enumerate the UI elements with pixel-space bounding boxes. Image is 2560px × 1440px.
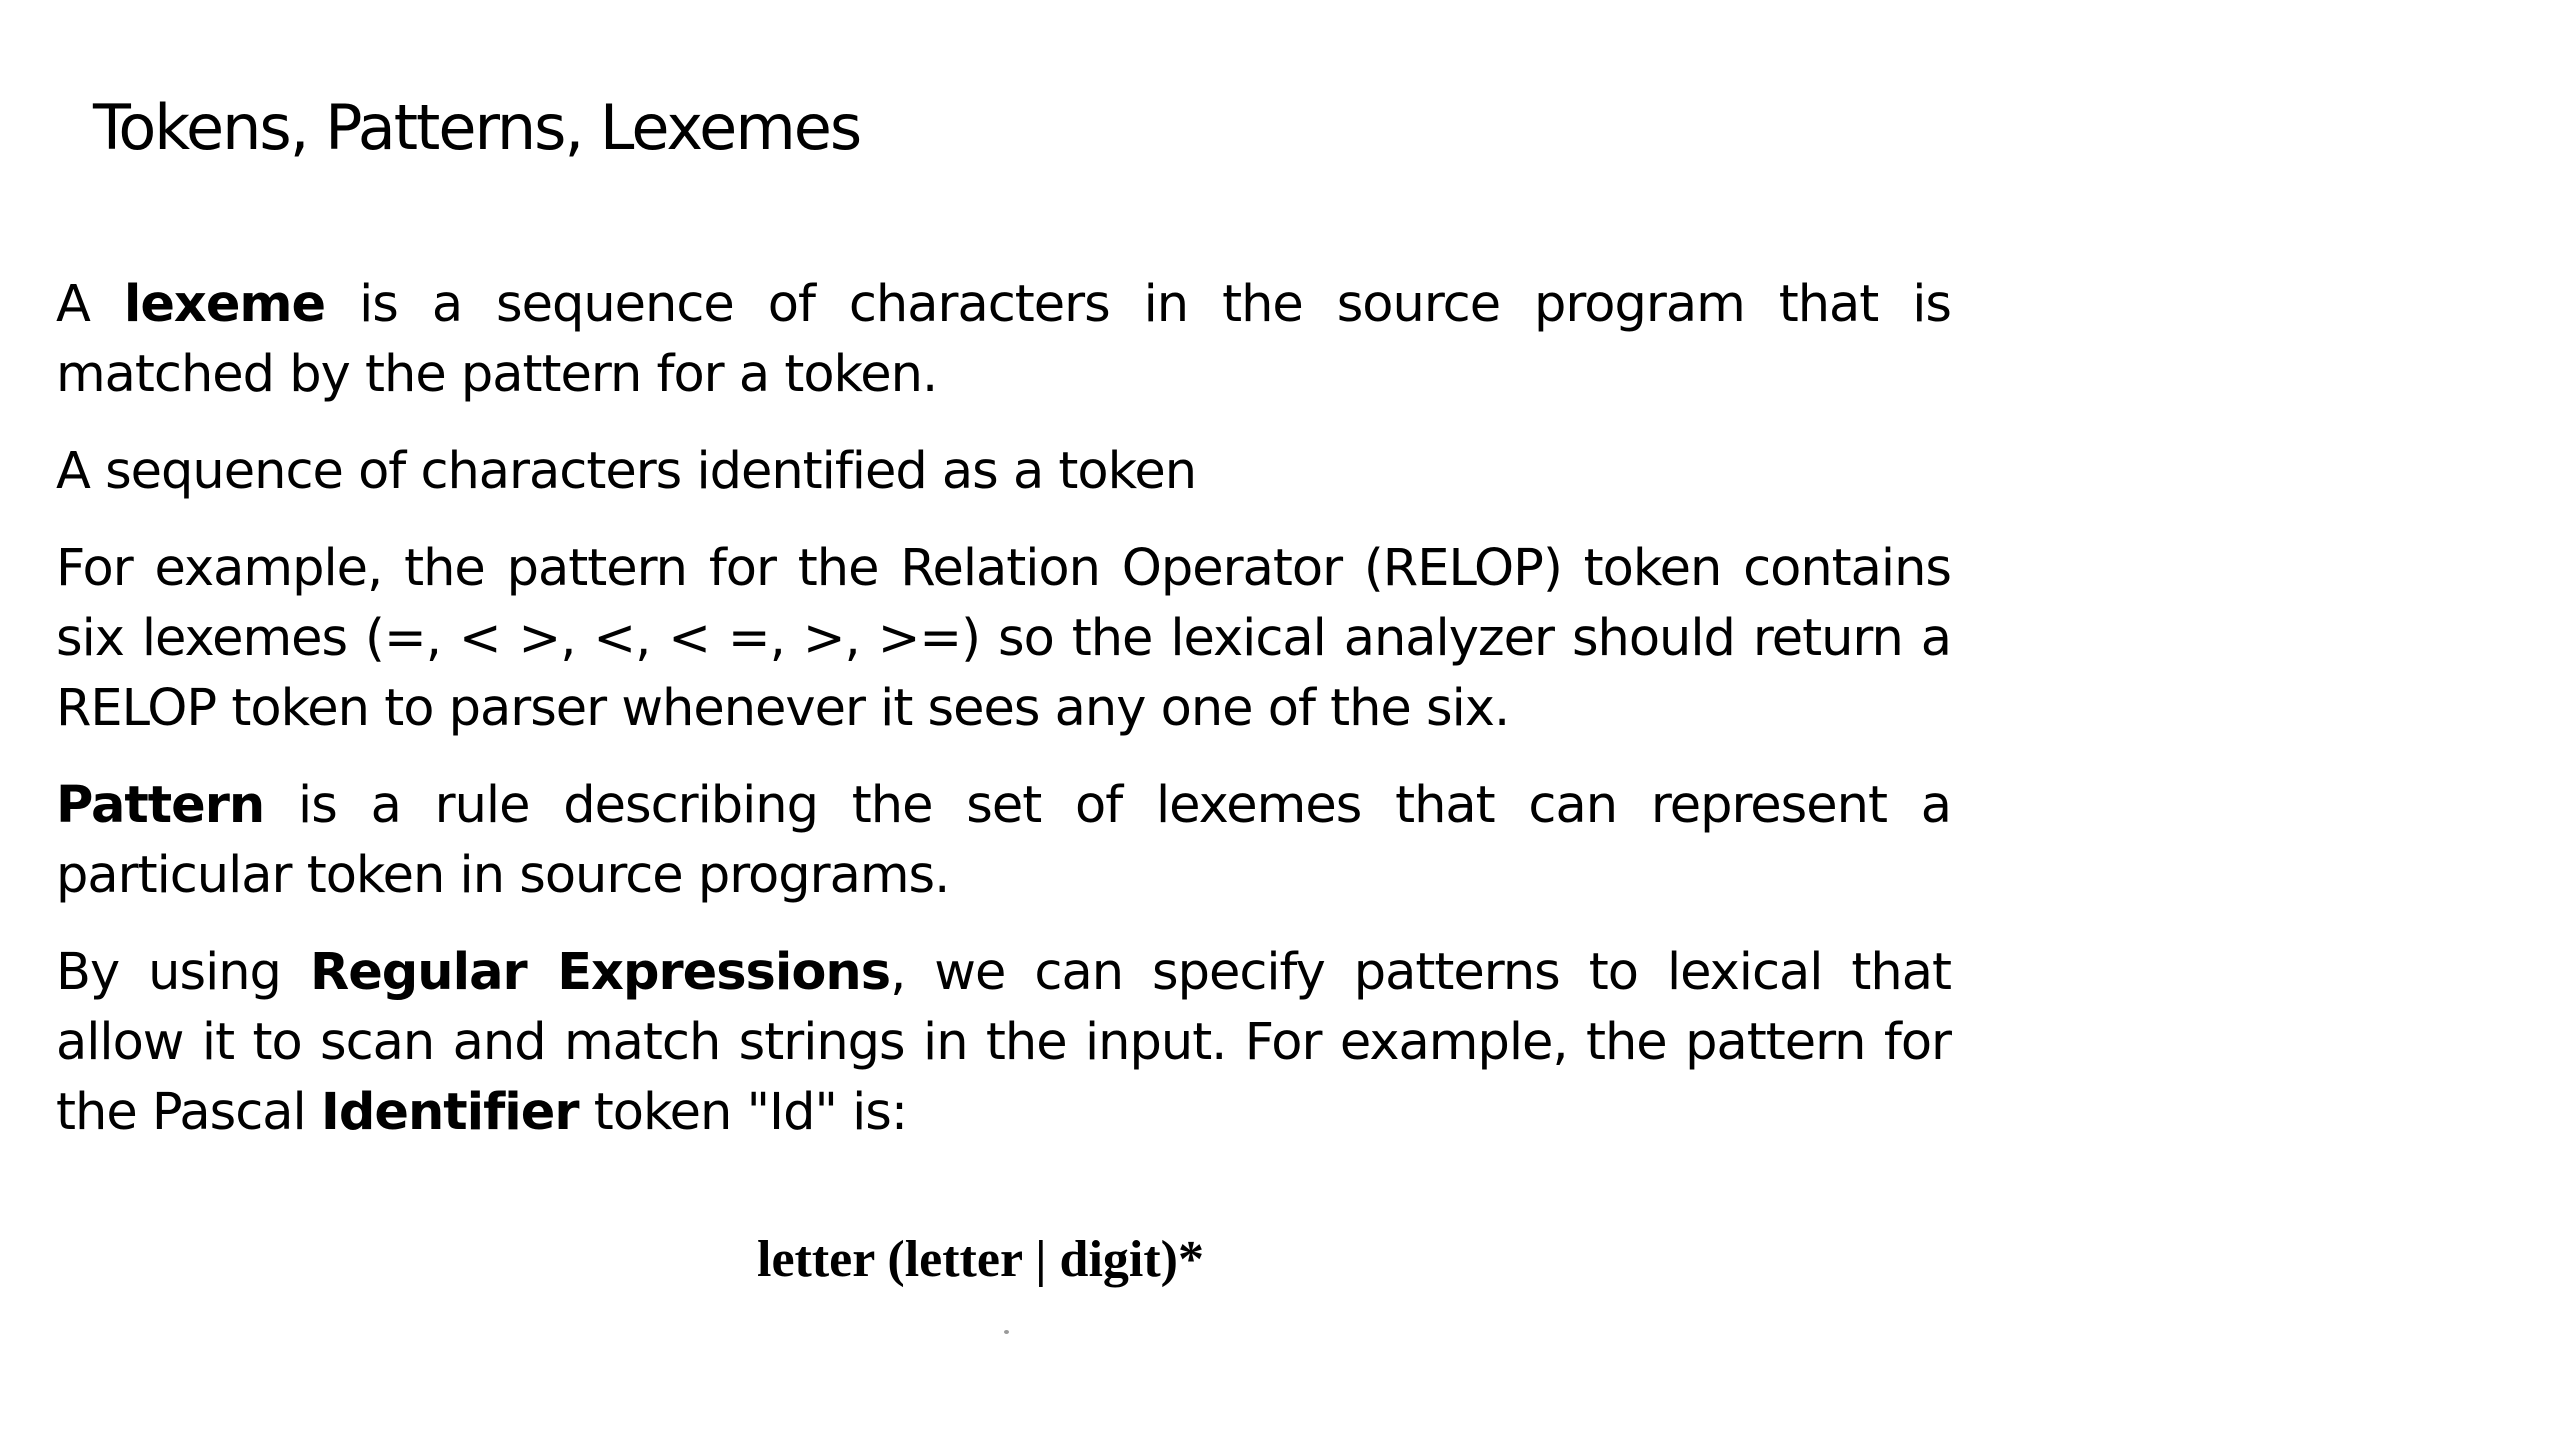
paragraph-lexeme-definition bbox=[56, 270, 1951, 410]
slide-title: Tokens, Patterns, Lexemes bbox=[93, 91, 861, 164]
term-pattern: Pattern bbox=[56, 776, 265, 835]
paragraph-token-sequence bbox=[56, 437, 1951, 507]
text-span: A bbox=[56, 275, 124, 334]
identifier-pattern-formula: letter (letter | digit)* bbox=[757, 1231, 1204, 1288]
term-lexeme: lexeme bbox=[123, 275, 326, 334]
text-span: token "Id" is: bbox=[578, 1083, 908, 1142]
text-span: For example, the pattern for the Relation Operator (RELOP) token contains six lexemes (=, < >, <, < =, >, >=) so the lexical analyzer should return a RELOP token to parser whenever it sees any one of the six. bbox=[56, 539, 1951, 738]
term-identifier: Identifier bbox=[320, 1083, 579, 1142]
text-span: is a sequence of characters in the source program that is matched by the pattern for a token. bbox=[56, 275, 1951, 404]
text-span: A sequence of characters identified as a token bbox=[56, 442, 1197, 501]
term-regular-expressions: Regular Expressions bbox=[309, 943, 891, 1002]
paragraph-regular-expressions bbox=[56, 938, 1951, 1148]
slide-body bbox=[56, 270, 1956, 1175]
paragraph-pattern-definition bbox=[56, 771, 1951, 911]
text-span: By using bbox=[56, 943, 310, 1002]
text-span: , we can specify patterns to lexical that allow it to scan and match strings in the input. For example, the pattern for the Pascal bbox=[56, 943, 1951, 1142]
paragraph-relop-example bbox=[56, 534, 1951, 744]
stray-dot bbox=[1004, 1330, 1009, 1334]
text-span: is a rule describing the set of lexemes that can represent a particular token in source programs. bbox=[56, 776, 1951, 905]
